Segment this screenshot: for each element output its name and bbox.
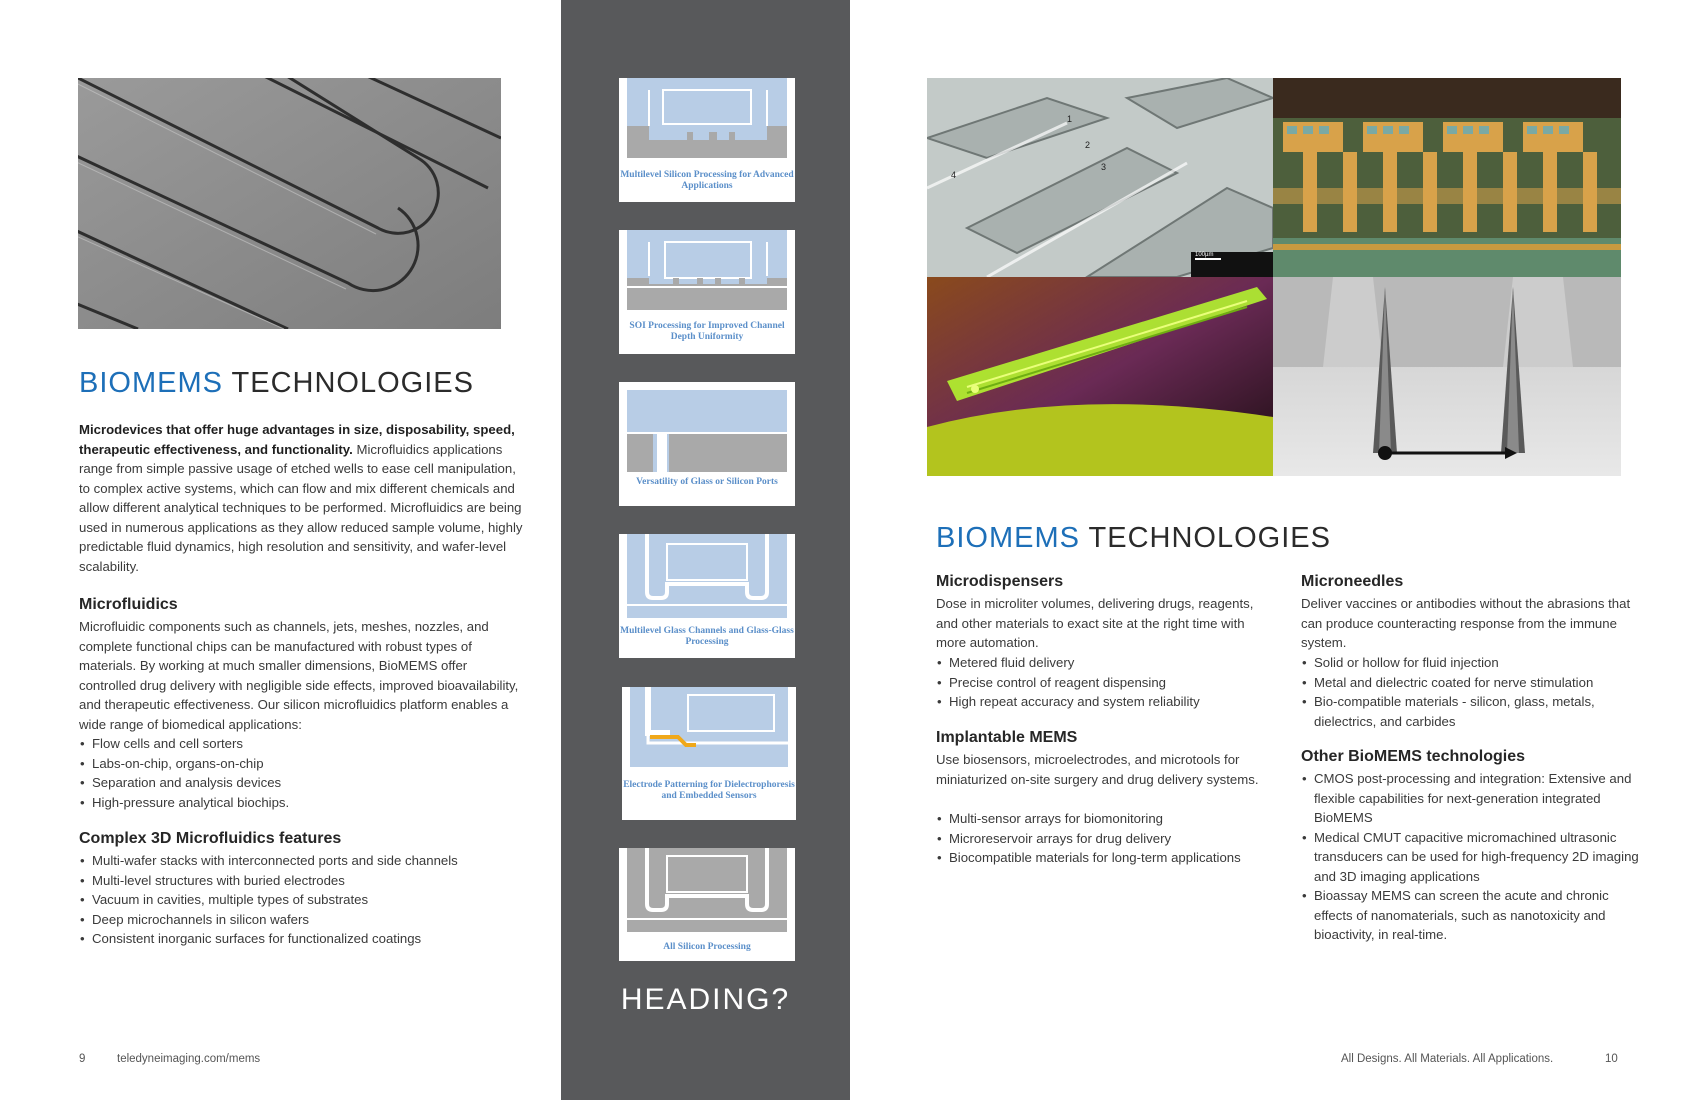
- list-item: • Vacuum in cavities, multiple types of substrates: [79, 890, 519, 910]
- page-number-right: 10: [1605, 1053, 1618, 1065]
- photo-marker: 2: [1085, 140, 1091, 150]
- left-title: [79, 367, 474, 400]
- scale-label: 100µm: [1195, 252, 1214, 258]
- photo-marker: 1: [1067, 114, 1073, 124]
- other-biomems-list: [1301, 769, 1641, 945]
- glass-microchannel-chip-photo: [927, 277, 1273, 476]
- right-title: [936, 522, 1331, 555]
- list-item: • Consistent inorganic surfaces for functionalized coatings: [79, 929, 519, 949]
- sem-channels-image: [78, 78, 501, 329]
- list-item: • Multi-wafer stacks with interconnected ports and side channels: [79, 851, 519, 871]
- microneedles-photo: [1273, 277, 1621, 476]
- diagram-card-soi: [619, 230, 795, 354]
- list-item: • Labs-on-chip, organs-on-chip: [79, 754, 519, 774]
- diagram-card-electrode: [622, 687, 796, 820]
- list-item: • Solid or hollow for fluid injection: [1301, 653, 1641, 673]
- list-item: • Bio-compatible materials - silicon, glass, metals, dielectrics, and carbides: [1301, 692, 1641, 731]
- diagram-card-all-silicon: [619, 848, 795, 961]
- diagram-card-ports: [619, 382, 795, 506]
- right-title-accent: BIOMEMS: [936, 522, 1080, 554]
- list-item: • Metered fluid delivery: [936, 653, 1256, 673]
- left-title-rest: TECHNOLOGIES: [231, 367, 474, 399]
- microfluidics-heading: Microfluidics: [79, 596, 178, 613]
- page-number-left: 9: [79, 1053, 86, 1065]
- list-item: • Precise control of reagent dispensing: [936, 673, 1256, 693]
- center-heading: HEADING?: [620, 983, 791, 1016]
- other-biomems-heading: Other BioMEMS technologies: [1301, 748, 1526, 765]
- list-item: • Metal and dielectric coated for nerve stimulation: [1301, 673, 1641, 693]
- left-intro: [79, 420, 526, 576]
- microdispensers-list: [936, 653, 1256, 712]
- diagram-ports: [627, 390, 787, 472]
- microdispensers-heading: Microdispensers: [936, 573, 1064, 590]
- implantable-text: Use biosensors, microelectrodes, and microtools for miniaturized on-site surgery and drug delivery systems.: [936, 752, 1259, 787]
- microneedles-text: Deliver vaccines or antibodies without the abrasions that can produce counteracting response from the immune system.: [1301, 596, 1631, 650]
- footer-url[interactable]: teledyneimaging.com/mems: [117, 1053, 261, 1065]
- diagram-caption: Versatility of Glass or Silicon Ports: [636, 477, 778, 487]
- list-item: • Deep microchannels in silicon wafers: [79, 910, 519, 930]
- right-title-rest: TECHNOLOGIES: [1088, 522, 1331, 554]
- diagram-electrode: [630, 687, 788, 767]
- complex3d-list: [79, 851, 519, 949]
- diagram-caption: All Silicon Processing: [663, 942, 751, 952]
- list-item: • Bioassay MEMS can screen the acute and chronic effects of nanomaterials, such as nanotoxicity and bioactivity, in real-time.: [1301, 886, 1641, 945]
- list-item: • CMOS post-processing and integration: Extensive and flexible capabilities for next-generation integrated BioMEMS: [1301, 769, 1641, 828]
- list-item: • High repeat accuracy and system reliability: [936, 692, 1256, 712]
- diagram-glass-channels: [627, 534, 787, 618]
- photo-marker: 3: [1101, 162, 1107, 172]
- diagram-caption: Multilevel Silicon Processing for Advanced Applications: [620, 170, 794, 191]
- diagram-caption: Multilevel Glass Channels and Glass-Glass Processing: [620, 626, 794, 647]
- diagram-all-silicon: [627, 848, 787, 932]
- diagram-soi: [627, 230, 787, 310]
- microdispensers-text: Dose in microliter volumes, delivering drugs, reagents, and other materials to exact site at the right time with more automation.: [936, 596, 1254, 650]
- implantable-heading: Implantable MEMS: [936, 729, 1078, 746]
- list-item: • Flow cells and cell sorters: [79, 734, 519, 754]
- sem-microchannels-photo: [927, 78, 1273, 277]
- left-intro-text: Microfluidics applications range from simple passive usage of etched wells to ease cell manipulation, to complex active systems, which can flow and mix different chemicals and allow different analytical techniques to be performed. Microfluidics are being used in numerous applications as they allow reduced sample volume, highly predictable fluid dynamics, high resolution and sensitivity, and wafer-level scalability.: [79, 441, 523, 574]
- diagram-card-multilevel-silicon: [619, 78, 795, 202]
- list-item: • Microreservoir arrays for drug delivery: [936, 829, 1256, 849]
- microfluidics-text: Microfluidic components such as channels, jets, meshes, nozzles, and complete functional chips can be manufactured with robust types of materials. By working at much smaller dimensions, BioMEMS offer controlled drug delivery with negligible side effects, improved bioavailability, and therapeutic effectiveness. Our silicon microfluidics platform enables a wide range of biomedical applications:: [79, 619, 519, 732]
- diagram-caption: SOI Processing for Improved Channel Depth Uniformity: [629, 321, 785, 342]
- list-item: • Multi-level structures with buried electrodes: [79, 871, 519, 891]
- diagram-card-glass-channels: [619, 534, 795, 658]
- list-item: • Separation and analysis devices: [79, 773, 519, 793]
- list-item: • Multi-sensor arrays for biomonitoring: [936, 809, 1256, 829]
- microfluidics-list: [79, 734, 519, 812]
- list-item: • Biocompatible materials for long-term applications: [936, 848, 1256, 868]
- photo-marker: 4: [951, 170, 957, 180]
- microneedles-heading: Microneedles: [1301, 573, 1404, 590]
- left-title-accent: BIOMEMS: [79, 367, 223, 399]
- implantable-list: [936, 809, 1256, 868]
- left-intro-lead: Microdevices that offer huge advantages in size, disposability, speed, therapeutic effectiveness, and functionality.: [79, 422, 515, 457]
- microneedles-list: [1301, 653, 1641, 731]
- list-item: • High-pressure analytical biochips.: [79, 793, 519, 813]
- diagram-multilevel-silicon: [627, 78, 787, 158]
- diagram-caption: Electrode Patterning for Dielectrophoresis and Embedded Sensors: [623, 780, 795, 801]
- gold-electrode-chip-photo: [1273, 78, 1621, 277]
- list-item: • Medical CMUT capacitive micromachined ultrasonic transducers can be used for high-frequency 2D imaging and 3D imaging applications: [1301, 828, 1641, 887]
- footer-tagline: All Designs. All Materials. All Applications.: [1341, 1053, 1554, 1065]
- complex3d-heading: Complex 3D Microfluidics features: [79, 830, 342, 847]
